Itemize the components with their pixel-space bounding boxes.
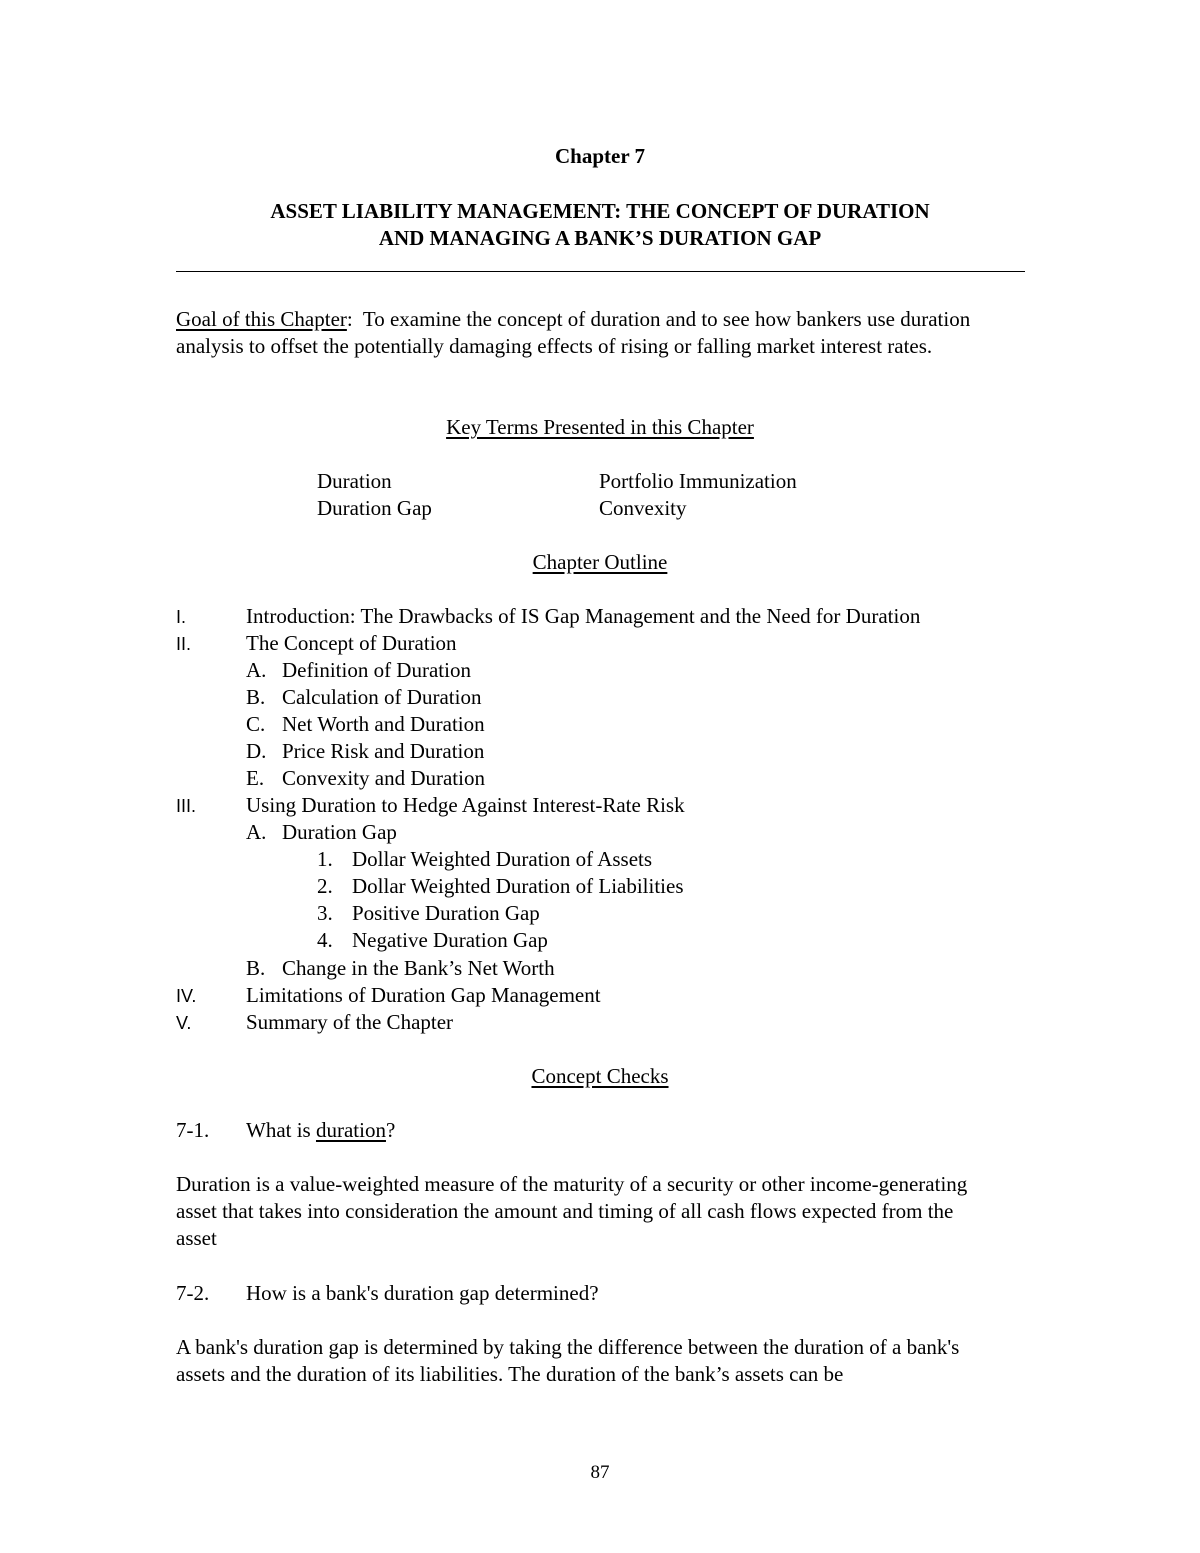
- question-text: [246, 1117, 395, 1144]
- outline-item-label: A.: [246, 820, 267, 844]
- outline-item-label: A.: [246, 658, 267, 682]
- outline-item-text: Price Risk and Duration: [282, 739, 485, 763]
- answer-paragraph: A bank's duration gap is determined by taking the difference between the duration of a bank's assets and the duration of its liabilities. The duration of the bank’s assets can be: [176, 1335, 960, 1386]
- outline-heading: Chapter Outline: [532, 550, 668, 574]
- outline-item-text: The Concept of Duration: [246, 631, 457, 655]
- question-suffix: ?: [385, 1118, 396, 1142]
- concept-checks-heading: Concept Checks: [531, 1064, 669, 1088]
- key-terms-heading: Key Terms Presented in this Chapter: [446, 415, 754, 439]
- outline-item-text: Negative Duration Gap: [352, 928, 548, 952]
- outline-item-text: Net Worth and Duration: [282, 712, 485, 736]
- question-number: 7-2.: [176, 1281, 210, 1305]
- chapter-title-line2: AND MANAGING A BANK’S DURATION GAP: [378, 226, 822, 250]
- outline-item-label: V.: [176, 1013, 192, 1033]
- outline-item-text: Dollar Weighted Duration of Liabilities: [352, 874, 684, 898]
- outline-item-text: Duration Gap: [282, 820, 397, 844]
- outline-item-label: C.: [246, 712, 266, 736]
- outline-item-label: 1.: [317, 847, 333, 871]
- outline-item-text: Introduction: The Drawbacks of IS Gap Management and the Need for Duration: [246, 604, 921, 628]
- answer-paragraph: Duration is a value-weighted measure of the maturity of a security or other income-generating asset that takes into consideration the amount and timing of all cash flows expected from the asset: [176, 1172, 968, 1250]
- outline-item-text: Limitations of Duration Gap Management: [246, 983, 601, 1007]
- page-number: 87: [590, 1462, 610, 1483]
- outline-item-label: I.: [176, 607, 187, 627]
- outline-item-label: 3.: [317, 901, 333, 925]
- outline-item-text: Calculation of Duration: [282, 685, 482, 709]
- chapter-number: Chapter 7: [554, 144, 646, 168]
- outline-item-text: Summary of the Chapter: [246, 1010, 454, 1034]
- outline-item-label: II.: [176, 634, 192, 654]
- outline-item-text: Change in the Bank’s Net Worth: [282, 956, 555, 980]
- outline-item-label: B.: [246, 956, 266, 980]
- key-term: Duration Gap: [317, 496, 432, 520]
- question-text: How is a bank's duration gap determined?: [246, 1281, 599, 1305]
- key-term: Portfolio Immunization: [599, 469, 797, 493]
- header-divider: [176, 271, 1025, 272]
- question-term: duration: [315, 1118, 386, 1142]
- key-term: Duration: [317, 469, 392, 493]
- outline-item-label: 2.: [317, 874, 333, 898]
- outline-item-label: D.: [246, 739, 267, 763]
- question-prefix: What is: [246, 1118, 316, 1142]
- outline-item-label: 4.: [317, 928, 333, 952]
- goal-text: To examine the concept of duration and to see how bankers use duration analysis to offset the potentially damaging effects of rising or falling market interest rates.: [176, 307, 971, 358]
- key-term: Convexity: [599, 496, 687, 520]
- question-number: 7-1.: [176, 1118, 210, 1142]
- outline-item-text: Convexity and Duration: [282, 766, 485, 790]
- chapter-title-line1: ASSET LIABILITY MANAGEMENT: THE CONCEPT OF DURATION: [270, 199, 930, 223]
- outline-item-text: Dollar Weighted Duration of Assets: [352, 847, 653, 871]
- outline-item-text: Using Duration to Hedge Against Interest-Rate Risk: [246, 793, 685, 817]
- outline-item-label: IV.: [176, 986, 197, 1006]
- goal-label: Goal of this Chapter: [176, 307, 347, 331]
- outline-item-label: III.: [176, 796, 197, 816]
- goal-paragraph: Goal of this Chapter: To examine the concept of duration and to see how bankers use duration analysis to offset the potentially damaging effects of rising or falling market interest rates.: [176, 307, 971, 358]
- outline-item-text: Definition of Duration: [282, 658, 471, 682]
- outline-item-label: E.: [246, 766, 265, 790]
- outline-item-text: Positive Duration Gap: [352, 901, 540, 925]
- outline-item-label: B.: [246, 685, 266, 709]
